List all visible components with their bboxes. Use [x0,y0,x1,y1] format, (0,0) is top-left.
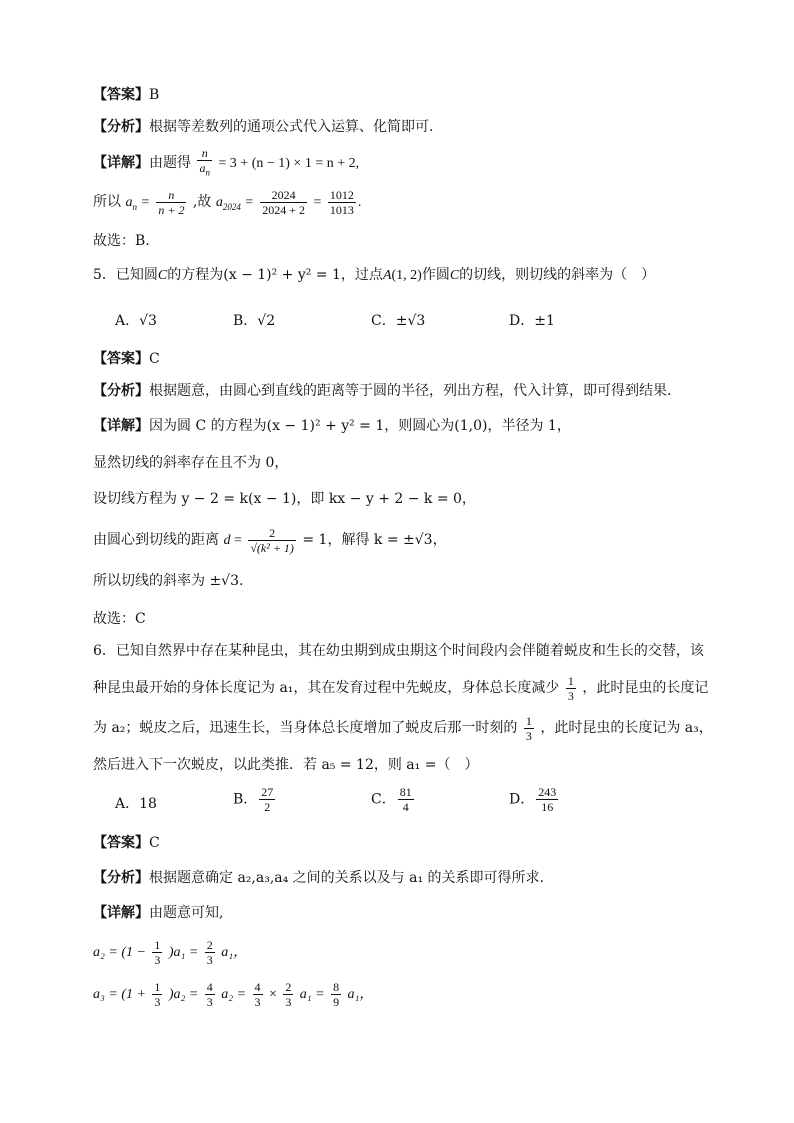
q4-result-line: 所以 $a_n$ = $\frac{n}{n + 2}$ ,故 $a_{2024}$ = $\frac{2024}{2024 + 2}$ = $\frac{1012}{1013}$ . [93,187,362,217]
q5-detail4: 由圆心到切线的距离 d = $\frac{2}{\text{√(k² + 1)}}$ = 1，解得 k = ±√3， [93,525,447,555]
frac-num: n [197,146,212,161]
answer-value: C [149,835,160,851]
answer-tag: 【答案】 [93,87,149,103]
eq-part: )a₁ = [168,945,199,960]
stem-part: 为 a₂；蜕皮之后，迅速生长，当身体总长度增加了蜕皮后那一时刻的 [93,720,518,736]
q6-eq-a2: a₂ = (1 − $\frac{1}{3}$ )a₁ = $\frac{2}{3}$ a₁， [93,937,248,967]
q6-options [93,785,633,821]
analysis-tag: 【分析】 [93,119,149,135]
option-b: B．√2 [233,313,276,329]
option-a: A．√3 [115,313,157,329]
answer-value: C [149,351,160,367]
q6-stem-2 [93,668,708,708]
q6-stem-3 [93,708,713,748]
analysis-tag: 【分析】 [93,383,149,399]
stem-part: ，此时昆虫的长度记为 a₃， [540,720,713,736]
q5-detail3: 设切线方程为 y − 2 = k(x − 1)，即 kx − y + 2 − k = 0， [93,491,476,507]
eq2-an: $a_n$ = [125,195,150,212]
frac-den: √(k² + 1) [250,540,294,555]
detail-text: 由题意可知, [149,905,224,921]
option-a: A．18 [115,796,157,812]
eq2-mid: ,故 [192,194,212,210]
detail-text: 由圆心到切线的距离 [93,532,219,548]
eq-part: a₃ = (1 + [93,987,146,1002]
q6-answer-line [93,832,160,854]
eq-part: × [268,987,277,1002]
q6-analysis-line [93,867,544,889]
answer-value: B [149,87,160,103]
option-c: C． $\frac{81}{4}$ [371,785,412,814]
eq2-prefix: 所以 [93,194,121,210]
analysis-text: 根据题意确定 a₂,a₃,a₄ 之间的关系以及与 a₁ 的关系即可得所求. [149,870,544,886]
stem-part: 的切线，则切线的斜率为（ ） [459,267,656,283]
analysis-text: 根据题意，由圆心到直线的距离等于圆的半径，列出方程，代入计算，即可得到结果. [149,383,672,399]
frac-den: $a_n$ [199,161,210,178]
frac-den: 3 [525,728,532,743]
analysis-tag: 【分析】 [93,870,149,886]
detail-tag: 【详解】 [93,155,149,171]
q6-detail-line [93,902,223,924]
frac-den: 2024 + 2 [262,202,306,217]
stem-part: ，此时昆虫的长度记 [582,680,709,696]
frac-den: 1013 [329,202,354,217]
fraction-one-third [566,674,576,703]
eq-part: a₁ = [299,987,325,1002]
fraction-n-over-n2 [156,188,186,217]
frac-num: 2 [248,526,296,541]
q6-stem-4: 然后进入下一次蜕皮，以此类推．若 a₅ = 12，则 a₁ =（ ） [93,757,479,773]
option-d: D．±1 [509,313,555,329]
q5-stem: 5．已知圆C的方程为(x − 1)² + y² = 1，过点A(1, 2)作圆C的切线，则切线的斜率为（ ） [93,267,656,283]
option-c: C．±√3 [371,313,426,329]
q6-stem-1: 6．已知自然界中存在某种昆虫，其在幼虫期到成虫期这个时间段内会伴随着蜕皮和生长的交替，该 [93,643,704,659]
stem-part: 5．已知圆 [93,267,158,283]
eq-part: a₁， [221,945,248,960]
fraction-one-third [524,714,534,743]
frac-num: 2024 [260,188,307,203]
answer-tag: 【答案】 [93,835,149,851]
frac-num: 1 [567,673,574,688]
eq2-a2024: $a_{2024}$ = [215,195,254,212]
detail-text: = 1，解得 k = ±√3， [302,532,447,548]
q5-answer-line [93,348,160,370]
stem-part: 的方程为(x − 1)² + y² = 1，过点 [167,267,383,283]
detail-tag: 【详解】 [93,905,149,921]
stem-part: 作圆 [421,267,450,283]
q4-choose-line: 故选：B. [93,233,150,249]
q5-choose: 故选：C [93,611,146,627]
q6-eq-a3: a₃ = (1 + $\frac{1}{3}$ )a₂ = $\frac{4}{3}$ a₂ = $\frac{4}{3}$ × $\frac{2}{3}$ a₁ = $\frac{8}{9}$ a₁， [93,979,374,1009]
eq1-rhs: = 3 + (n − 1) × 1 = n + 2, [218,156,360,171]
q5-analysis-line [93,380,671,402]
detail-text: 因为圆 C 的方程为(x − 1)² + y² = 1，则圆心为(1,0)，半径为 1， [149,418,571,434]
eq-part: a₂ = [221,987,247,1002]
frac-num: n [156,188,186,203]
frac-den: 3 [567,688,574,703]
option-d: D． $\frac{243}{16}$ [509,785,557,814]
detail-prefix: 由题得 [149,155,191,171]
frac-num: 1012 [329,187,354,202]
fraction-1012 [328,188,356,217]
fraction-2024 [260,188,307,217]
q4-analysis-line [93,116,433,138]
fraction-n-over-an [197,146,212,179]
q5-detail2: 显然切线的斜率存在且不为 0， [93,455,289,471]
q5-detail-line [93,415,571,437]
eq-part: )a₂ = [168,987,199,1002]
answer-tag: 【答案】 [93,351,149,367]
q4-detail-line [93,146,359,181]
fraction-distance [248,526,296,555]
analysis-text: 根据等差数列的通项公式代入运算、化简即可. [149,119,434,135]
option-b: B． $\frac{27}{2}$ [233,785,274,814]
detail-tag: 【详解】 [93,418,149,434]
q4-answer-line [93,84,159,106]
frac-num: 1 [525,713,532,728]
eq-part: a₁， [347,987,374,1002]
stem-part: 种昆虫最开始的身体长度记为 a₁，其在发育过程中先蜕皮，身体总长度减少 [93,680,560,696]
frac-den: n + 2 [158,202,185,217]
eq-part: a₂ = (1 − [93,945,146,960]
q5-detail5: 所以切线的斜率为 ±√3. [93,573,244,589]
